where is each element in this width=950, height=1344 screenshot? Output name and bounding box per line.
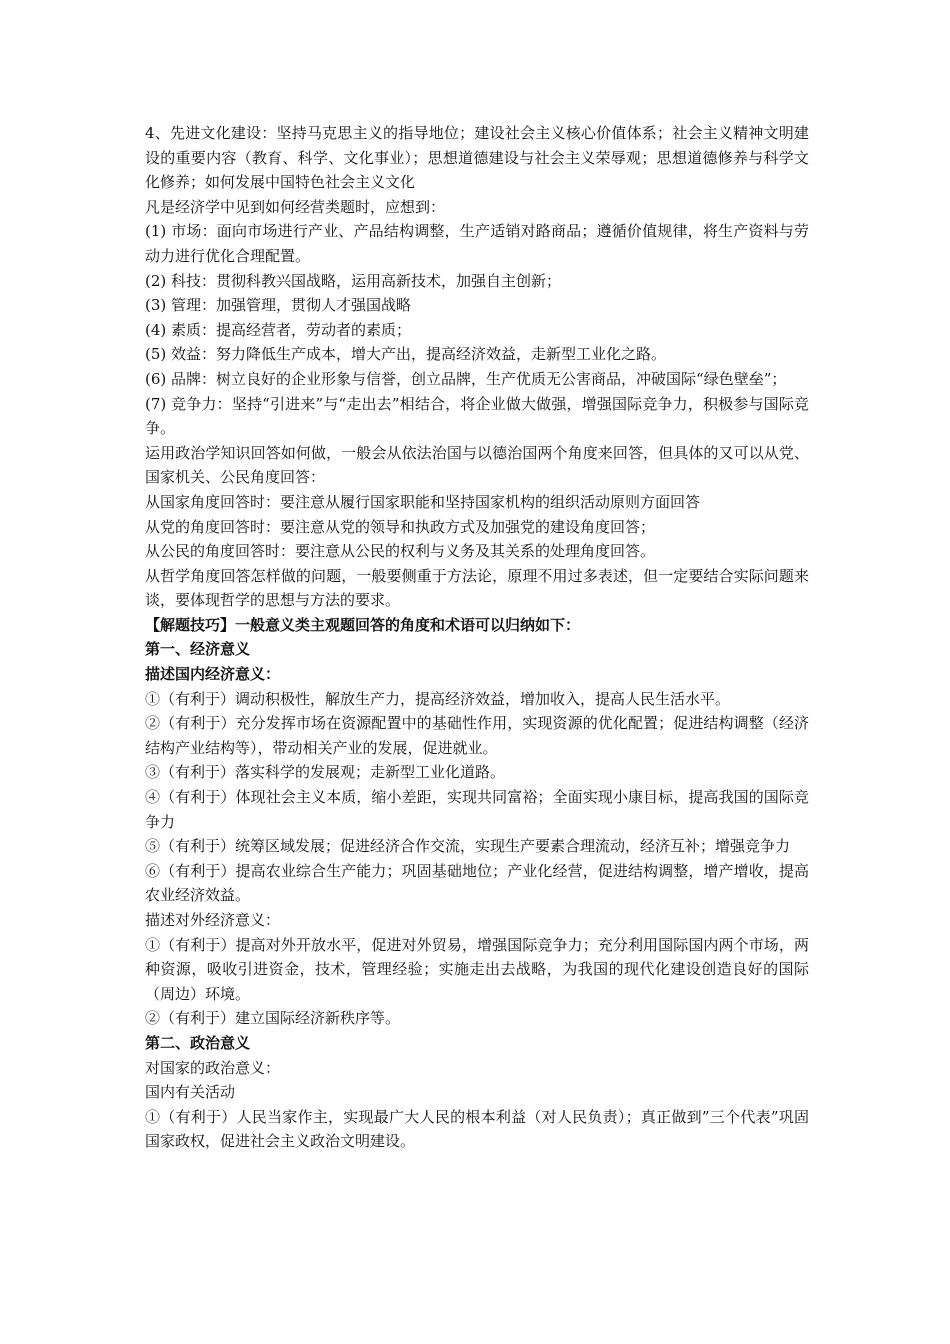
body-paragraph: ⑤（有利于）统筹区域发展；促进经济合作交流，实现生产要素合理流动，经济互补；增强竞争力 xyxy=(145,837,791,856)
body-paragraph: 从党的角度回答时：要注意从党的领导和执政方式及加强党的建设角度回答； xyxy=(145,517,656,536)
body-paragraph: ①（有利于）提高对外开放水平，促进对外贸易，增强国际竞争力；充分利用国际国内两个市场，两种资源，吸收引进资金，技术，管理经验；实施走出去战略，为我国的现代化建设创造良好的国际（周边）环境。 xyxy=(145,935,809,1003)
body-paragraph: 从国家角度回答时：要注意从履行国家职能和坚持国家机构的组织活动原则方面回答 xyxy=(145,492,701,511)
body-paragraph: (3) 管理：加强管理，贯彻人才强国战略 xyxy=(145,296,412,315)
section-heading: 【解题技巧】一般意义类主观题回答的角度和术语可以归纳如下： xyxy=(145,615,581,634)
body-paragraph: 凡是经济学中见到如何经营类题时，应想到： xyxy=(145,197,446,216)
body-paragraph: (4) 素质：提高经营者，劳动者的素质； xyxy=(145,320,412,339)
body-paragraph: ②（有利于）建立国际经济新秩序等。 xyxy=(145,1009,401,1028)
body-paragraph: (2) 科技：贯彻科教兴国战略，运用高新技术，加强自主创新； xyxy=(145,271,562,290)
body-paragraph: 对国家的政治意义： xyxy=(145,1058,281,1077)
section-heading: 第一、经济意义 xyxy=(145,640,251,659)
body-paragraph: 国内有关活动 xyxy=(145,1083,236,1102)
body-paragraph: 从哲学角度回答怎样做的问题，一般要侧重于方法论，原理不用过多表述，但一定要结合实际问题来谈，要体现哲学的思想与方法的要求。 xyxy=(145,566,809,610)
body-paragraph: 运用政治学知识回答如何做，一般会从依法治国与以德治国两个角度来回答，但具体的又可以从党、国家机关、公民角度回答： xyxy=(145,443,809,487)
document-body xyxy=(145,121,809,1154)
body-paragraph: ①（有利于）人民当家作主，实现最广大人民的根本利益（对人民负责）；真正做到”三个代表”巩固国家政权，促进社会主义政治文明建设。 xyxy=(145,1107,809,1151)
section-heading: 第二、政治意义 xyxy=(145,1033,251,1052)
body-paragraph: (5) 效益：努力降低生产成本，增大产出，提高经济效益，走新型工业化之路。 xyxy=(145,345,667,364)
body-paragraph: ③（有利于）落实科学的发展观；走新型工业化道路。 xyxy=(145,763,506,782)
body-paragraph: ①（有利于）调动积极性，解放生产力，提高经济效益，增加收入，提高人民生活水平。 xyxy=(145,689,731,708)
body-paragraph: 描述对外经济意义： xyxy=(145,911,281,929)
body-paragraph: (6) 品牌：树立良好的企业形象与信誉，创立品牌，生产优质无公害商品，冲破国际“绿色壁垒”； xyxy=(145,369,787,388)
body-paragraph: ⑥（有利于）提高农业综合生产能力；巩固基础地位；产业化经营，促进结构调整，增产增收，提高农业经济效益。 xyxy=(145,861,809,905)
body-paragraph: (7) 竞争力：坚持“引进来”与“走出去”相结合，将企业做大做强，增强国际竞争力，积极参与国际竞争。 xyxy=(145,394,809,438)
body-paragraph: 从公民的角度回答时：要注意从公民的权利与义务及其关系的处理角度回答。 xyxy=(145,542,656,561)
body-paragraph: ②（有利于）充分发挥市场在资源配置中的基础性作用，实现资源的优化配置；促进结构调整（经济结构产业结构等），带动相关产业的发展，促进就业。 xyxy=(145,714,809,757)
body-paragraph: (1) 市场：面向市场进行产业、产品结构调整，生产适销对路商品；遵循价值规律，将生产资料与劳动力进行优化合理配置。 xyxy=(145,222,809,265)
body-paragraph: 4、先进文化建设：坚持马克思主义的指导地位；建设社会主义核心价值体系；社会主义精神文明建设的重要内容（教育、科学、文化事业）；思想道德建设与社会主义荣辱观；思想道德修养与科学文化修养；如何发展中国特色社会主义文化 xyxy=(145,124,809,192)
section-heading: 描述国内经济意义： xyxy=(145,665,281,684)
body-paragraph: ④（有利于）体现社会主义本质，缩小差距，实现共同富裕；全面实现小康目标，提高我国的国际竞争力 xyxy=(145,788,809,831)
